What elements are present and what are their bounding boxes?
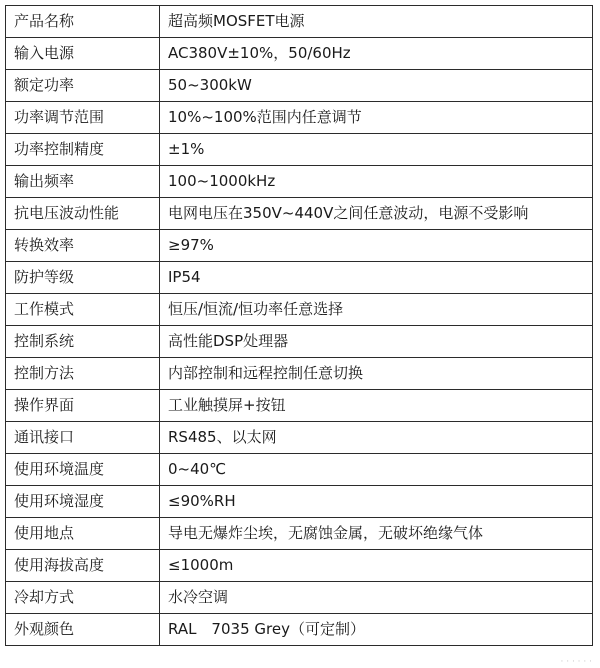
row-label: 额定功率 <box>6 70 160 102</box>
row-value: ±1% <box>160 134 593 166</box>
table-row <box>6 582 593 614</box>
table-row <box>6 454 593 486</box>
table-row <box>6 70 593 102</box>
spec-table-body <box>6 6 593 646</box>
row-value: 电网电压在350V~440V之间任意波动，电源不受影响 <box>160 198 593 230</box>
row-label: 输出频率 <box>6 166 160 198</box>
row-label: 操作界面 <box>6 390 160 422</box>
row-label: 外观颜色 <box>6 614 160 646</box>
table-row <box>6 102 593 134</box>
table-row <box>6 198 593 230</box>
row-value: 高性能DSP处理器 <box>160 326 593 358</box>
table-row <box>6 134 593 166</box>
row-value: 导电无爆炸尘埃，无腐蚀金属，无破坏绝缘气体 <box>160 518 593 550</box>
row-label: 防护等级 <box>6 262 160 294</box>
row-label: 使用地点 <box>6 518 160 550</box>
spec-table <box>5 5 593 646</box>
row-value: IP54 <box>160 262 593 294</box>
table-row <box>6 486 593 518</box>
row-label: 功率控制精度 <box>6 134 160 166</box>
row-value: 0~40℃ <box>160 454 593 486</box>
row-label: 工作模式 <box>6 294 160 326</box>
row-value: ≥97% <box>160 230 593 262</box>
table-row <box>6 38 593 70</box>
row-value: 10%~100%范围内任意调节 <box>160 102 593 134</box>
row-label: 输入电源 <box>6 38 160 70</box>
row-value: ≤1000m <box>160 550 593 582</box>
table-row <box>6 6 593 38</box>
table-row <box>6 262 593 294</box>
row-label: 冷却方式 <box>6 582 160 614</box>
row-value: 水冷空调 <box>160 582 593 614</box>
row-value: 内部控制和远程控制任意切换 <box>160 358 593 390</box>
watermark: · · · · · · <box>560 657 592 667</box>
row-label: 控制系统 <box>6 326 160 358</box>
row-label: 使用环境温度 <box>6 454 160 486</box>
row-label: 抗电压波动性能 <box>6 198 160 230</box>
row-label: 使用环境湿度 <box>6 486 160 518</box>
row-value: RAL 7035 Grey（可定制） <box>160 614 593 646</box>
table-row <box>6 294 593 326</box>
table-row <box>6 358 593 390</box>
table-row <box>6 230 593 262</box>
row-label: 使用海拔高度 <box>6 550 160 582</box>
table-row <box>6 326 593 358</box>
row-label: 产品名称 <box>6 6 160 38</box>
table-row <box>6 422 593 454</box>
row-value: 恒压/恒流/恒功率任意选择 <box>160 294 593 326</box>
row-label: 功率调节范围 <box>6 102 160 134</box>
table-row <box>6 390 593 422</box>
row-value: 超高频MOSFET电源 <box>160 6 593 38</box>
table-row <box>6 518 593 550</box>
table-row <box>6 614 593 646</box>
row-label: 通讯接口 <box>6 422 160 454</box>
row-label: 转换效率 <box>6 230 160 262</box>
row-value: 50~300kW <box>160 70 593 102</box>
row-label: 控制方法 <box>6 358 160 390</box>
table-row <box>6 166 593 198</box>
row-value: ≤90%RH <box>160 486 593 518</box>
row-value: AC380V±10%，50/60Hz <box>160 38 593 70</box>
row-value: 工业触摸屏+按钮 <box>160 390 593 422</box>
row-value: RS485、以太网 <box>160 422 593 454</box>
row-value: 100~1000kHz <box>160 166 593 198</box>
table-row <box>6 550 593 582</box>
